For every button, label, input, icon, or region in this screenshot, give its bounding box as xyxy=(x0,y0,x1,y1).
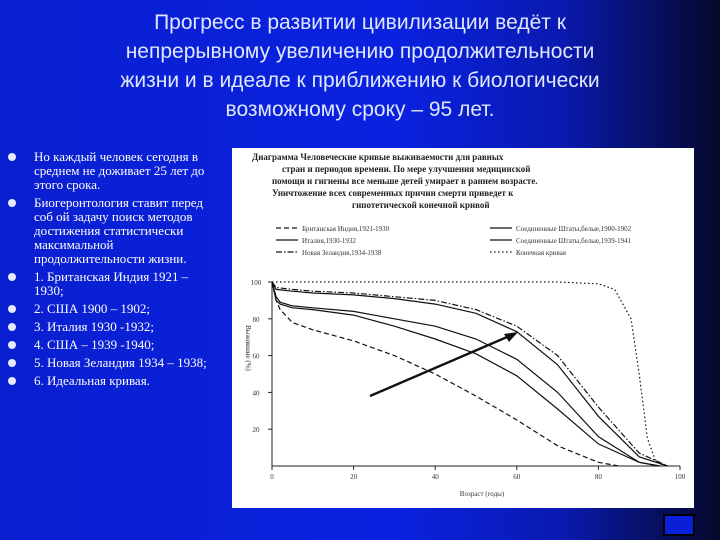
y-tick-label: 100 xyxy=(250,279,262,287)
x-tick-label: 80 xyxy=(594,473,602,481)
bullet-dot-icon xyxy=(8,323,16,331)
legend-label: Италия,1930-1932 xyxy=(302,237,356,245)
bullet-item xyxy=(8,270,208,298)
legend-label: Новая Зеландия,1934-1938 xyxy=(302,249,382,257)
bullet-item xyxy=(8,196,208,266)
x-tick-label: 60 xyxy=(513,473,521,481)
bullet-text: 4. США – 1939 -1940; xyxy=(34,337,155,352)
title-line: непрерывному увеличению продолжительности xyxy=(125,40,595,63)
chart-caption xyxy=(252,152,537,210)
bullet-text: 6. Идеальная кривая. xyxy=(34,373,150,388)
y-tick-label: 80 xyxy=(252,315,260,324)
bullet-text: 2. США 1900 – 1902; xyxy=(34,301,151,316)
x-tick-label: 20 xyxy=(350,473,358,481)
series-line-3 xyxy=(272,282,660,466)
bullet-dot-icon xyxy=(8,273,16,281)
chart-caption-line: Уничтожение всех современных причин смерти приведет к xyxy=(272,188,514,198)
y-tick-label: 20 xyxy=(252,426,260,435)
bullet-list xyxy=(8,150,208,392)
title-line: Прогресс в развитии цивилизации ведёт к xyxy=(154,11,566,34)
bullet-dot-icon xyxy=(8,199,16,207)
bullet-dot-icon xyxy=(8,305,16,313)
y-tick-label: 40 xyxy=(252,389,260,398)
chart-caption-line: Диаграмма Человеческие кривые выживаемости для равных xyxy=(252,152,504,162)
chart-series xyxy=(272,282,668,466)
legend-label: Британская Индия,1921-1930 xyxy=(302,225,390,233)
bullet-text: Но каждый человек сегодня в среднем не доживает 25 лет до этого срока. xyxy=(34,149,205,192)
legend-label: Соединенные Штаты,белые,1939-1941 xyxy=(516,237,632,245)
slide-title xyxy=(40,8,680,124)
bullet-item xyxy=(8,338,208,352)
bullet-text: Биогеронтология ставит перед соб ой задачу поиск методов достижения статистически максимальной продолжительности жизни. xyxy=(34,195,203,266)
nav-box[interactable] xyxy=(663,514,695,536)
title-line: жизни и в идеале к приближению к биологически xyxy=(120,69,600,92)
x-tick-label: 40 xyxy=(431,473,439,481)
pointer-arrow xyxy=(370,334,514,396)
series-line-1 xyxy=(272,282,619,466)
chart-caption-line: стран и периодов времени. По мере улучшения медицинской xyxy=(282,164,531,174)
y-tick-label: 60 xyxy=(252,352,260,361)
survival-chart xyxy=(232,148,694,508)
x-axis-label: Возраст (годы) xyxy=(459,490,505,498)
bullet-dot-icon xyxy=(8,341,16,349)
y-axis-label: Выжившие (%) xyxy=(244,325,252,371)
bullet-text: 1. Британская Индия 1921 –1930; xyxy=(34,269,189,298)
bullet-item xyxy=(8,374,208,388)
bullet-text: 5. Новая Зеландия 1934 – 1938; xyxy=(34,355,207,370)
x-tick-label: 100 xyxy=(674,473,686,481)
bullet-item xyxy=(8,320,208,334)
chart-caption-line: гипотетической конечной кривой xyxy=(352,200,490,210)
title-line: возможному сроку – 95 лет. xyxy=(225,98,495,121)
chart-legend xyxy=(276,225,632,257)
survival-chart-image xyxy=(232,148,694,508)
chart-caption-line: помощи и гигиены все меньше детей умирает в раннем возрасте. xyxy=(272,176,538,186)
legend-label: Соединенные Штаты,белые,1900-1902 xyxy=(516,225,632,233)
bullet-item xyxy=(8,302,208,316)
bullet-dot-icon xyxy=(8,359,16,367)
legend-label: Конечная кривая xyxy=(516,249,567,257)
bullet-text: 3. Италия 1930 -1932; xyxy=(34,319,154,334)
bullet-item xyxy=(8,356,208,370)
bullet-dot-icon xyxy=(8,377,16,385)
bullet-dot-icon xyxy=(8,153,16,161)
x-tick-label: 0 xyxy=(270,473,274,481)
bullet-item xyxy=(8,150,208,192)
arrow-head-icon xyxy=(504,332,518,342)
